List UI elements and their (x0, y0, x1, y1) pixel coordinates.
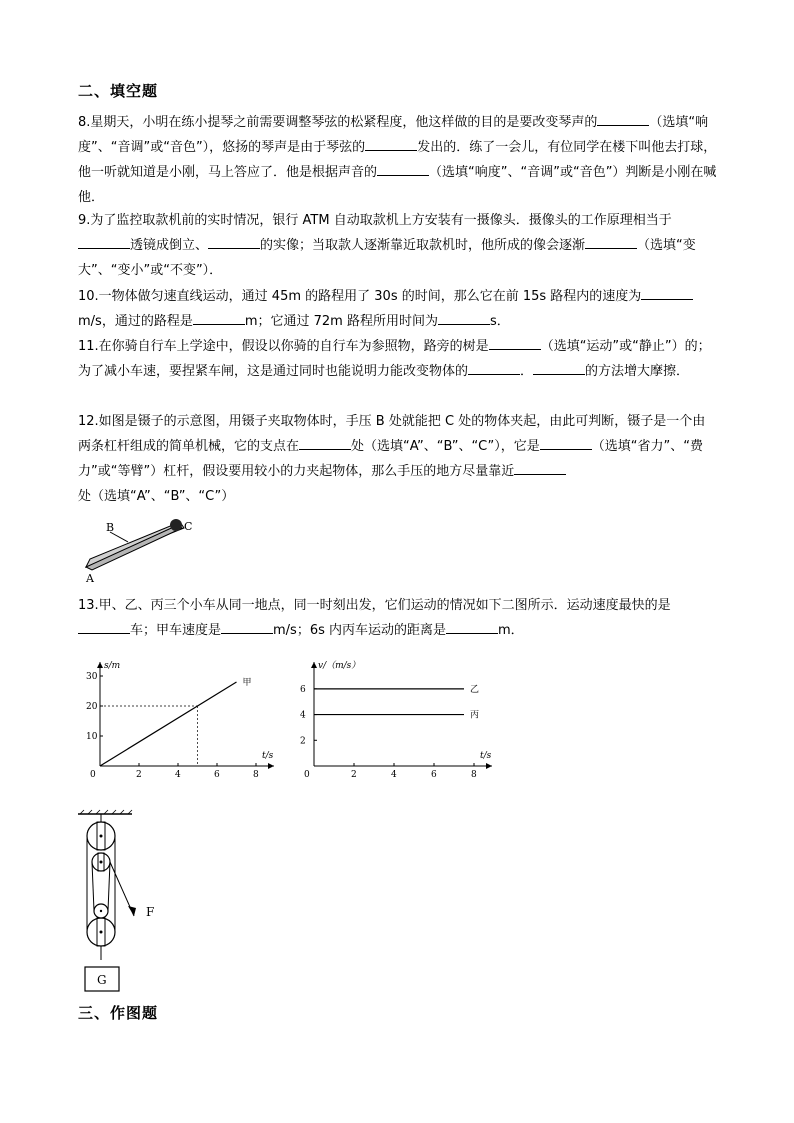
x-axis-label: t/s (480, 751, 492, 761)
answer-blank[interactable] (597, 113, 649, 126)
x-axis-label: t/s (262, 751, 274, 761)
label-c: C (184, 520, 193, 533)
force-label: F (146, 905, 155, 919)
x-tick-label: 0 (90, 770, 96, 780)
y-tick-label: 2 (300, 736, 306, 747)
answer-blank[interactable] (193, 312, 245, 325)
question-10: 10.一物体做匀速直线运动，通过 45m 的路程用了 30s 的时间，那么它在前 15s 路程内的速度为m/s，通过的路程是 m；它通过 72m 路程所用时间为 s． (78, 284, 718, 334)
answer-blank[interactable] (78, 236, 130, 249)
x-tick-label: 8 (253, 770, 259, 780)
question-9: 9.为了监控取款机前的实时情况，银行 ATM 自动取款机上方安装有一摄像头．摄像头的工作原理相当于透镜成倒立、 的实像；当取款人逐渐靠近取款机时，他所成的像会逐渐 （选填“变大”、“变小”或“不变”）． (78, 213, 696, 278)
object-c (170, 519, 182, 531)
answer-blank[interactable] (540, 437, 592, 450)
answer-blank[interactable] (585, 236, 637, 249)
section-heading-draw: 三、作图题 (78, 1004, 159, 1022)
y-axis-label: v/（m/s） (318, 661, 361, 671)
answer-blank[interactable] (468, 362, 520, 375)
x-tick-label: 4 (391, 770, 397, 780)
y-tick-label: 30 (86, 672, 98, 682)
label-b: B (106, 521, 115, 534)
x-tick-label: 4 (175, 770, 181, 780)
question-11: 11.在你骑自行车上学途中，假设以你骑的自行车为参照物，路旁的树是 （选填“运动”或“静止”）的；为了减小车速，要捏紧车闸，这是通过同时也能说明力能改变物体的 ． 的方法增大摩擦． (78, 339, 711, 379)
answer-blank[interactable] (365, 138, 417, 151)
tweezers-diagram (80, 512, 193, 585)
answer-blank[interactable] (78, 621, 130, 634)
y-axis-arrow (97, 662, 103, 668)
question-8: 8.星期天，小明在练小提琴之前需要调整琴弦的松紧程度，他这样做的目的是要改变琴声的 （选填“响度”、“音调”或“音色”），悠扬的琴声是由于琴弦的 发出的．练了一会儿，有位同学在楼下叫他去打球，他一听就知道是小刚，马上答应了．他是根据声音的 （选填“响度”、“音调”或“音色”）判断是小刚在喊他． (78, 115, 717, 205)
x-axis-arrow (268, 763, 274, 769)
section-heading-fill: 二、填空题 (78, 82, 159, 100)
series-label: 乙 (470, 684, 480, 695)
answer-blank[interactable] (533, 362, 585, 375)
y-tick-label: 4 (300, 710, 306, 721)
series-label: 丙 (470, 710, 480, 721)
y-axis-arrow (311, 662, 317, 668)
x-axis-arrow (486, 763, 492, 769)
answer-blank[interactable] (377, 163, 429, 176)
distance-time-chart (78, 650, 298, 778)
question-13: 13.甲、乙、丙三个小车从同一地点，同一时刻出发，它们运动的情况如下二图所示．运动速度最快的是车；甲车速度是 m/s；6s 内丙车运动的距离是 m． (78, 598, 671, 638)
x-tick-label: 6 (431, 770, 437, 780)
series-label: 甲 (242, 678, 252, 688)
answer-blank[interactable] (208, 236, 260, 249)
answer-blank[interactable] (446, 621, 498, 634)
pulley-diagram (70, 810, 170, 995)
velocity-time-chart (290, 650, 520, 778)
y-axis-label: s/m (104, 661, 121, 671)
x-tick-label: 0 (304, 770, 310, 780)
x-tick-label: 2 (351, 770, 357, 780)
y-tick-label: 20 (86, 702, 98, 712)
answer-blank[interactable] (299, 437, 351, 450)
x-tick-label: 8 (471, 770, 477, 780)
answer-blank[interactable] (221, 621, 273, 634)
answer-blank[interactable] (489, 337, 541, 350)
answer-blank[interactable] (514, 462, 566, 475)
label-a: A (86, 572, 94, 585)
y-tick-label: 6 (300, 684, 306, 695)
y-tick-label: 10 (86, 732, 98, 742)
weight-label: G (97, 973, 107, 987)
answer-blank[interactable] (438, 312, 490, 325)
series-line (100, 682, 237, 766)
answer-blank[interactable] (641, 287, 693, 300)
x-tick-label: 6 (214, 770, 220, 780)
x-tick-label: 2 (136, 770, 142, 780)
tweezers-lower-arm (86, 525, 182, 570)
force-arrow (128, 906, 136, 916)
question-12: 12.如图是镊子的示意图，用镊子夹取物体时，手压 B 处就能把 C 处的物体夹起，由此可判断，镊子是一个由两条杠杆组成的简单机械，它的支点在 处（选填“A”、“B”、“C”），它是 （选填“省力”、“费力”或“等臂”）杠杆，假设要用较小的力夹起物体，那么手压的地方尽量靠近处（选填“A”、“B”、“C”） (78, 414, 706, 504)
rope (87, 836, 134, 932)
